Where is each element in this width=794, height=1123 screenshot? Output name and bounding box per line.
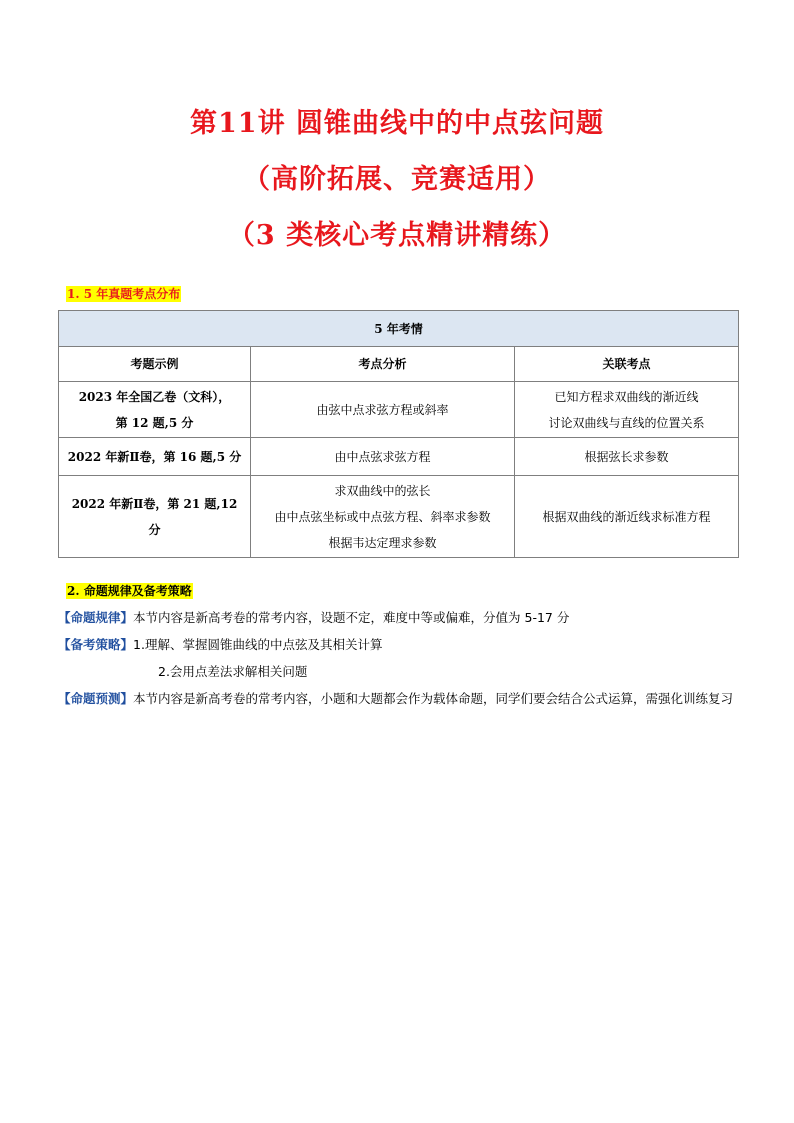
header-analysis: 考点分析 [251, 347, 515, 382]
cell-analysis [251, 382, 515, 438]
cell-line: 根据弦长求参数 [584, 449, 669, 464]
exam-distribution-table [58, 310, 739, 558]
section-2-heading: 2. 命题规律及备考策略 [67, 584, 192, 598]
cell-line: 根据双曲线的渐近线求标准方程 [542, 509, 711, 524]
strategy-item-2: 2.会用点差法求解相关问题 [158, 664, 308, 679]
table-row [59, 382, 739, 438]
cell-line: 求双曲线中的弦长 [334, 483, 431, 498]
cell-line: 已知方程求双曲线的渐近线 [554, 389, 699, 404]
cell-line: 讨论双曲线与直线的位置关系 [548, 415, 705, 430]
cell-line: 由中点弦坐标或中点弦方程、斜率求参数 [274, 509, 491, 524]
table-caption: 5 年考情 [59, 311, 739, 347]
cell-analysis [251, 438, 515, 476]
cell-related [515, 382, 739, 438]
section-1-number: 1. 5 [67, 287, 93, 301]
predict-text: 本节内容是新高考卷的常考内容，小题和大题都会作为载体命题，同学们要会结合公式运算，需强化训练复习 [133, 691, 734, 706]
cell-line: 2023 年全国乙卷（文科）， [78, 389, 231, 404]
cell-related [515, 476, 739, 558]
strategy-tag: 【备考策略】 [58, 637, 134, 652]
cell-example [59, 382, 251, 438]
title-line-1: 第11讲 圆锥曲线中的中点弦问题 [190, 108, 604, 139]
rule-tag: 【命题规律】 [58, 610, 134, 625]
title-line-2: （高阶拓展、竞赛适用） [243, 164, 551, 195]
table-caption-row [59, 311, 739, 347]
cell-line: 分 [148, 522, 161, 537]
header-example: 考题示例 [59, 347, 251, 382]
cell-line: 2022 年新Ⅱ卷，第 21 题,12 [71, 496, 238, 511]
cell-example [59, 476, 251, 558]
table-header-row [59, 347, 739, 382]
header-related: 关联考点 [515, 347, 739, 382]
rule-text: 本节内容是新高考卷的常考内容，设题不定，难度中等或偏难，分值为 5-17 分 [133, 610, 570, 625]
cell-line: 由中点弦求弦方程 [334, 449, 431, 464]
cell-related [515, 438, 739, 476]
document-title [0, 96, 794, 264]
table-row [59, 476, 739, 558]
rule-paragraph [58, 605, 738, 631]
cell-example [59, 438, 251, 476]
predict-tag: 【命题预测】 [58, 691, 134, 706]
cell-line: 根据韦达定理求参数 [328, 535, 437, 550]
predict-paragraph [58, 686, 738, 712]
strategy-item-1: 1.理解、掌握圆锥曲线的中点弦及其相关计算 [133, 637, 383, 652]
cell-line: 由弦中点求弦方程或斜率 [316, 402, 449, 417]
cell-line: 第 12 题,5 分 [115, 415, 194, 430]
section-1-heading [66, 286, 181, 302]
strategy-paragraph [58, 632, 738, 658]
section-1-text: 年真题考点分布 [92, 287, 181, 301]
table-row [59, 438, 739, 476]
title-line-3: （3 类核心考点精讲精练） [227, 220, 567, 251]
cell-line: 2022 年新Ⅱ卷，第 16 题,5 分 [67, 449, 242, 464]
cell-analysis [251, 476, 515, 558]
